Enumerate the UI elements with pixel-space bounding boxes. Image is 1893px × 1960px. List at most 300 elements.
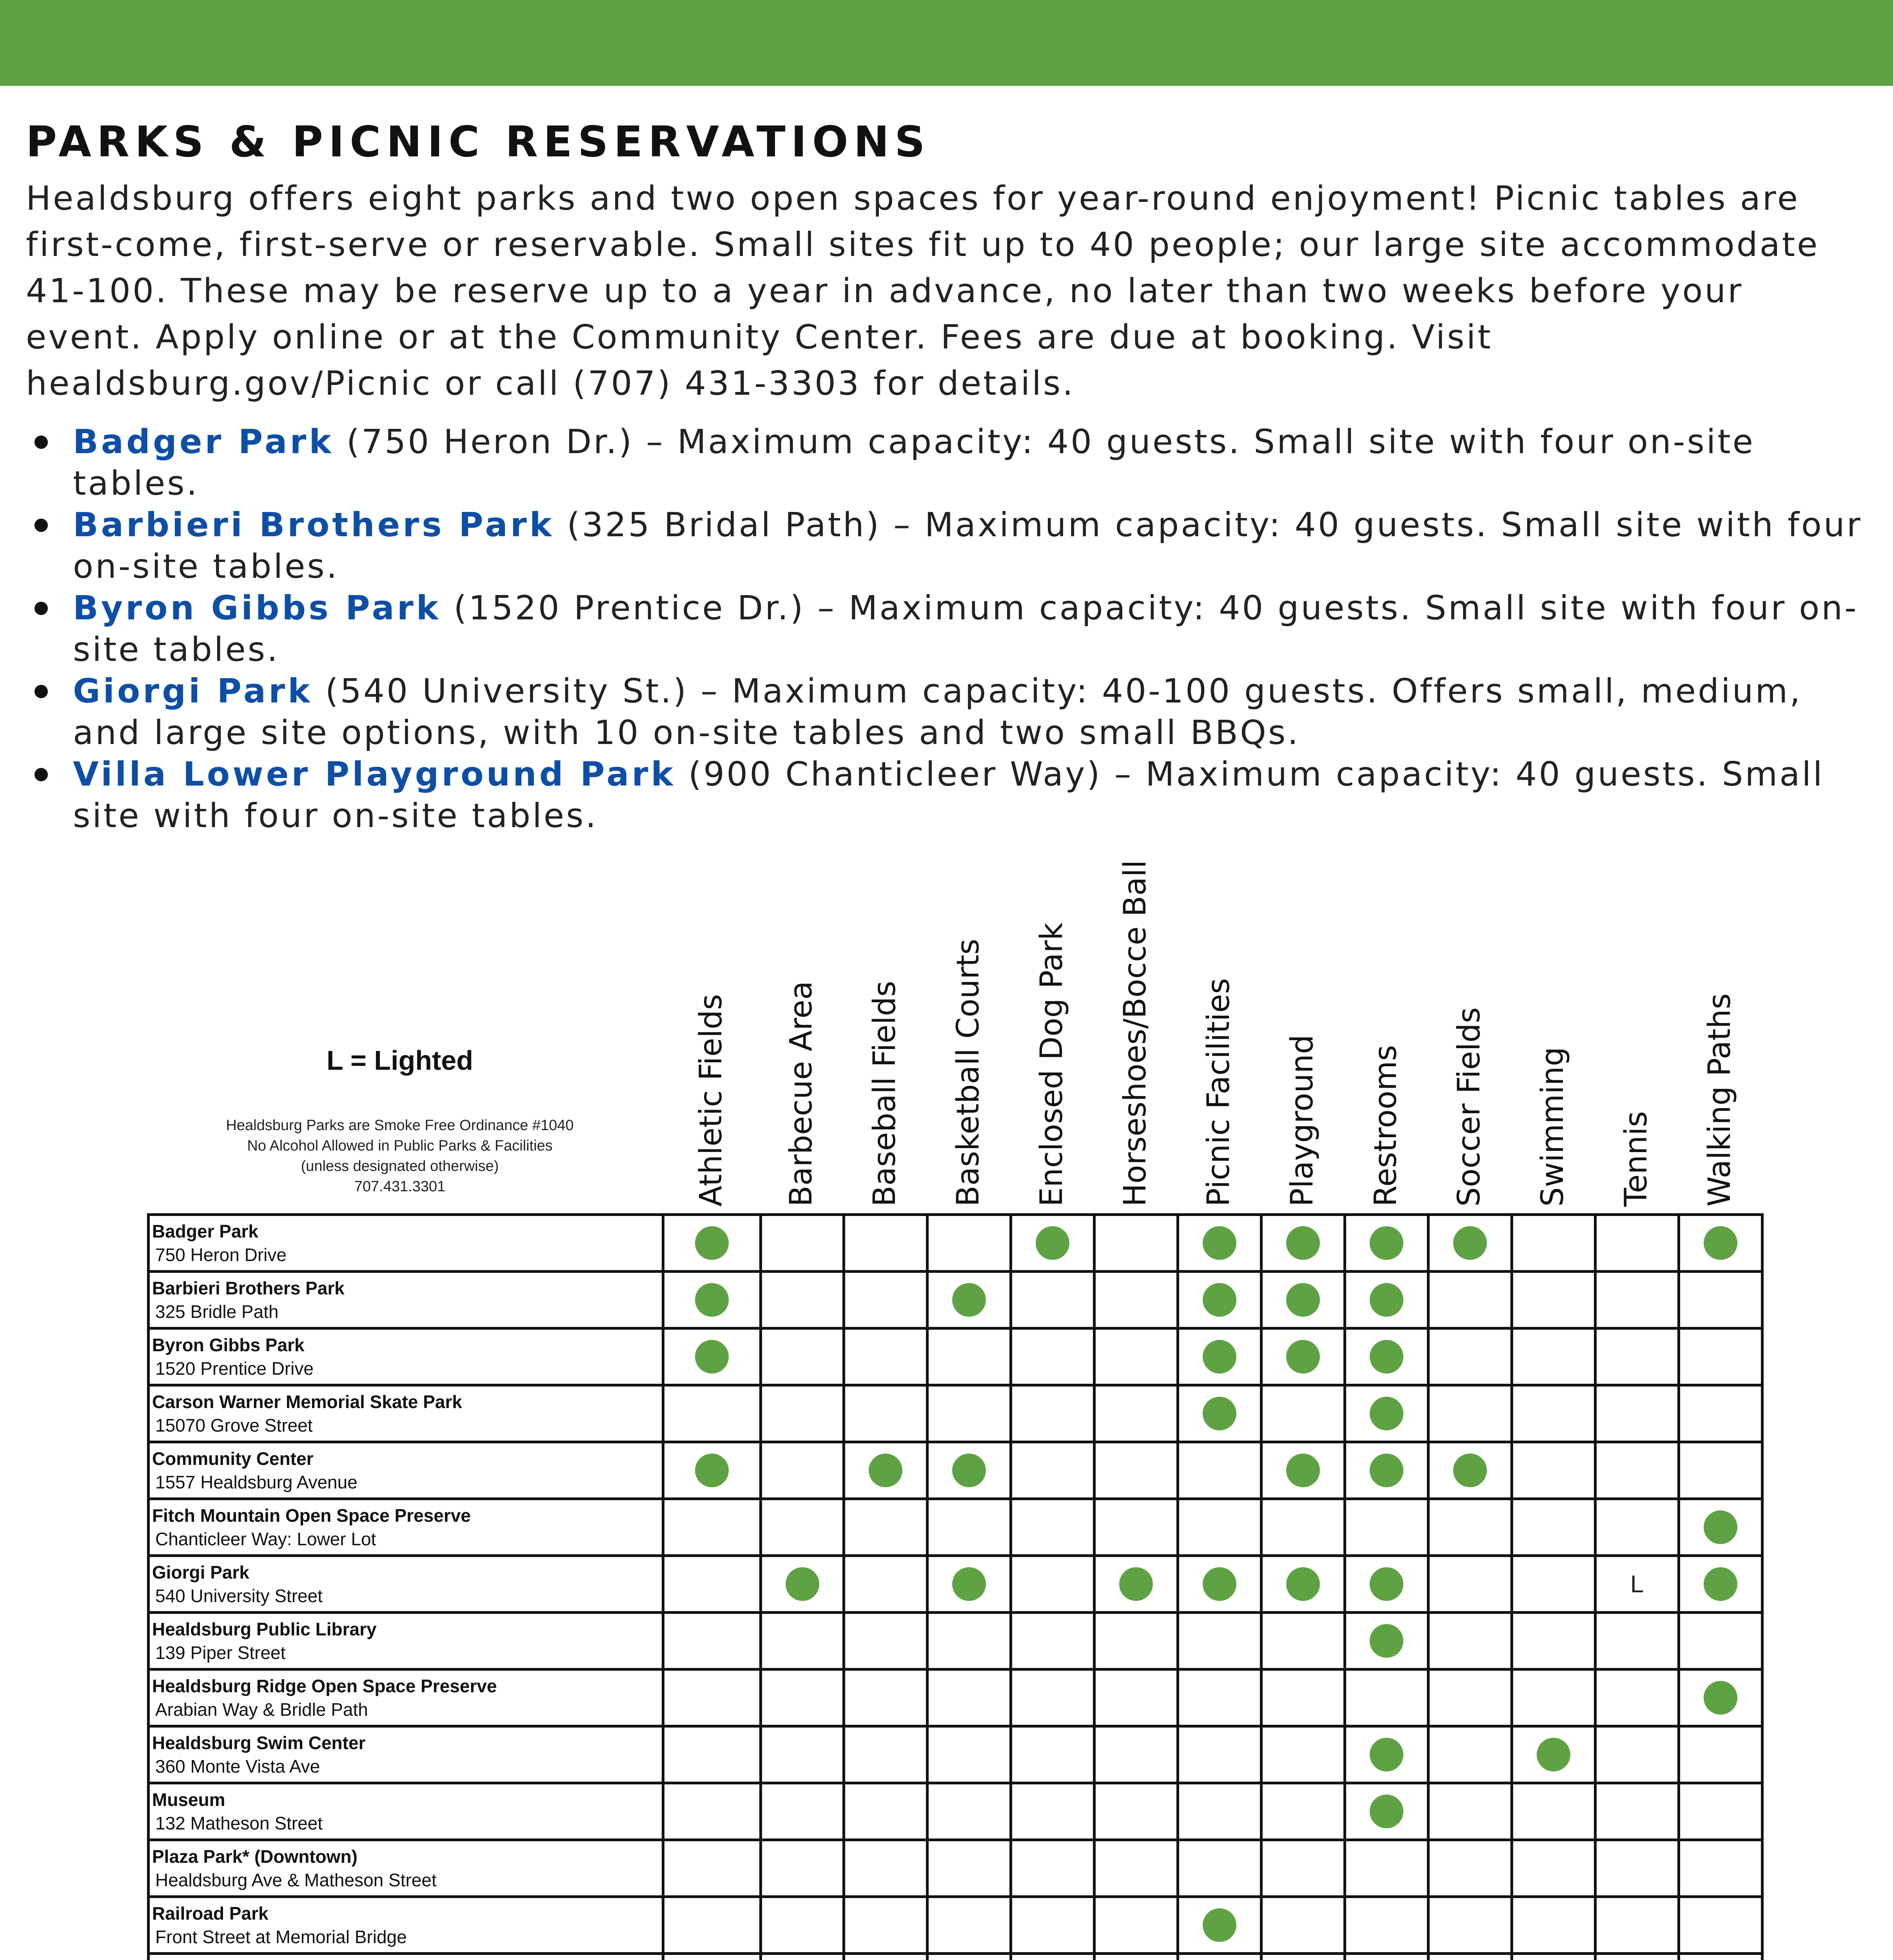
available-dot-icon	[1453, 1226, 1487, 1260]
amenity-cell	[663, 1670, 761, 1726]
amenity-cell	[1011, 1670, 1094, 1726]
amenity-cell	[761, 1670, 844, 1726]
amenity-cell	[844, 1215, 927, 1272]
amenity-cell	[1595, 1556, 1679, 1613]
facility-name: Carson Warner Memorial Skate Park	[152, 1392, 462, 1412]
amenity-cell	[844, 1954, 927, 1960]
facility-name: Community Center	[152, 1448, 314, 1469]
amenity-cell	[1094, 1783, 1178, 1840]
amenity-cell	[844, 1499, 927, 1556]
park-details: (900 Chanticleer Way) – Maximum capacity: 40 guests. Small site with four on-site tables.	[73, 755, 1824, 835]
table-row	[149, 1613, 1762, 1670]
amenity-cell	[1178, 1670, 1261, 1726]
amenity-cell	[761, 1328, 844, 1385]
facility-address: 750 Heron Drive	[155, 1245, 287, 1265]
amenity-cell	[1512, 1385, 1595, 1442]
amenity-cell	[1261, 1954, 1345, 1960]
amenity-cell	[1094, 1613, 1178, 1670]
available-dot-icon	[952, 1454, 986, 1487]
amenity-cell	[844, 1442, 927, 1499]
amenity-cell	[1178, 1840, 1261, 1897]
amenity-cell	[761, 1442, 844, 1499]
amenity-cell	[1011, 1954, 1094, 1960]
amenity-cell	[1428, 1613, 1512, 1670]
amenity-cell	[1261, 1499, 1345, 1556]
amenity-cell	[1345, 1328, 1428, 1385]
facility-name: Badger Park	[152, 1221, 259, 1241]
amenity-cell	[1094, 1726, 1178, 1783]
amenity-cell	[927, 1442, 1011, 1499]
amenity-cell	[1345, 1385, 1428, 1442]
table-row	[149, 1670, 1762, 1726]
available-dot-icon	[1203, 1908, 1236, 1942]
facility-cell	[149, 1840, 663, 1897]
bullet-icon	[34, 436, 48, 449]
amenity-cell	[1428, 1328, 1512, 1385]
amenity-cell	[663, 1328, 761, 1385]
amenity-cell	[1595, 1670, 1679, 1726]
legend-notes	[149, 1115, 651, 1197]
available-dot-icon	[869, 1454, 902, 1487]
amenity-cell	[927, 1726, 1011, 1783]
amenity-cell	[927, 1897, 1011, 1954]
amenity-header: Tennis	[1618, 1111, 1654, 1207]
amenity-cell	[1094, 1385, 1178, 1442]
facility-cell	[149, 1613, 663, 1670]
amenity-cell	[1595, 1954, 1679, 1960]
amenity-cell	[663, 1272, 761, 1328]
facility-name	[152, 1958, 662, 1960]
amenity-cell	[1011, 1385, 1094, 1442]
amenity-cell	[927, 1670, 1011, 1726]
amenity-header: Athletic Fields	[693, 994, 729, 1207]
amenity-cell	[1679, 1726, 1762, 1783]
available-dot-icon	[1370, 1340, 1403, 1374]
amenity-cell	[1011, 1897, 1094, 1954]
amenity-cell	[1679, 1328, 1762, 1385]
amenity-cell	[1261, 1726, 1345, 1783]
amenity-cell	[761, 1613, 844, 1670]
facility-address: 15070 Grove Street	[155, 1415, 313, 1436]
available-dot-icon	[1704, 1567, 1737, 1601]
amenity-header: Enclosed Dog Park	[1034, 922, 1069, 1207]
amenity-cell	[1178, 1783, 1261, 1840]
facility-cell	[149, 1726, 663, 1783]
amenity-cell	[844, 1556, 927, 1613]
available-dot-icon	[695, 1226, 729, 1260]
amenity-cell	[1345, 1272, 1428, 1328]
amenity-cell	[844, 1272, 927, 1328]
amenity-cell	[761, 1726, 844, 1783]
amenity-cell	[1595, 1215, 1679, 1272]
amenity-cell	[761, 1385, 844, 1442]
amenity-cell	[1679, 1670, 1762, 1726]
amenity-cell	[1428, 1215, 1512, 1272]
facility-address: 325 Bridle Path	[155, 1301, 279, 1322]
table-row	[149, 1499, 1762, 1556]
available-dot-icon	[695, 1340, 729, 1374]
available-dot-icon	[1203, 1226, 1236, 1260]
amenity-cell	[1679, 1840, 1762, 1897]
amenity-cell	[1345, 1783, 1428, 1840]
reservable-parks-list	[26, 421, 1868, 837]
amenity-cell	[663, 1783, 761, 1840]
amenity-cell	[1178, 1499, 1261, 1556]
amenity-cell	[761, 1556, 844, 1613]
park-name-link[interactable]: Barbieri Brothers Park	[73, 506, 555, 544]
amenity-cell	[1345, 1613, 1428, 1670]
available-dot-icon	[1370, 1283, 1403, 1317]
amenity-cell	[1094, 1442, 1178, 1499]
amenity-cell	[927, 1840, 1011, 1897]
available-dot-icon	[695, 1454, 729, 1487]
amenity-cell	[927, 1272, 1011, 1328]
amenity-cell	[1512, 1670, 1595, 1726]
amenity-cell	[1679, 1272, 1762, 1328]
amenity-header: Basketball Courts	[950, 938, 986, 1207]
amenity-cell	[1261, 1215, 1345, 1272]
facility-cell	[149, 1556, 663, 1613]
available-dot-icon	[952, 1567, 986, 1601]
available-dot-icon	[1704, 1510, 1737, 1544]
amenity-cell	[1094, 1215, 1178, 1272]
amenity-cell	[1011, 1215, 1094, 1272]
amenity-cell	[1011, 1442, 1094, 1499]
facility-name: Barbieri Brothers Park	[152, 1278, 345, 1298]
amenity-cell	[927, 1954, 1011, 1960]
amenity-cell	[1428, 1670, 1512, 1726]
amenity-cell	[1345, 1556, 1428, 1613]
amenity-cell	[927, 1613, 1011, 1670]
table-row	[149, 1556, 1762, 1613]
amenity-cell	[1261, 1272, 1345, 1328]
amenity-cell	[1428, 1442, 1512, 1499]
amenity-cell	[1595, 1726, 1679, 1783]
amenity-cell	[1595, 1385, 1679, 1442]
amenity-cell	[1261, 1613, 1345, 1670]
available-dot-icon	[1286, 1226, 1320, 1260]
amenity-header: Soccer Fields	[1451, 1007, 1487, 1207]
park-details: (540 University St.) – Maximum capacity: 40-100 guests. Offers small, medium, and large site options, with 10 on-site tables and two small BBQs.	[73, 672, 1802, 752]
facility-name: Giorgi Park	[152, 1562, 249, 1583]
facility-cell	[149, 1385, 663, 1442]
amenity-cell	[844, 1897, 927, 1954]
table-row	[149, 1272, 1762, 1328]
amenity-cell	[1345, 1840, 1428, 1897]
amenity-cell	[761, 1272, 844, 1328]
available-dot-icon	[1119, 1567, 1153, 1601]
amenity-cell	[1094, 1840, 1178, 1897]
amenity-cell	[761, 1499, 844, 1556]
amenity-header: Baseball Fields	[867, 980, 902, 1207]
table-row	[149, 1442, 1762, 1499]
amenity-cell	[1011, 1272, 1094, 1328]
facility-address: 1557 Healdsburg Avenue	[155, 1472, 358, 1492]
available-dot-icon	[1537, 1738, 1570, 1771]
amenity-cell	[663, 1897, 761, 1954]
amenity-cell	[1428, 1385, 1512, 1442]
lighted-mark: L	[1630, 1570, 1644, 1598]
facility-cell	[149, 1783, 663, 1840]
amenity-cell	[1261, 1897, 1345, 1954]
available-dot-icon	[1036, 1226, 1069, 1260]
amenity-cell	[1178, 1897, 1261, 1954]
amenity-cell	[1512, 1726, 1595, 1783]
amenity-cell	[1178, 1215, 1261, 1272]
amenity-cell	[663, 1613, 761, 1670]
facility-address: Chanticleer Way: Lower Lot	[155, 1529, 376, 1549]
amenity-cell	[1261, 1783, 1345, 1840]
amenity-header: Restrooms	[1368, 1045, 1403, 1207]
amenity-cell	[1345, 1897, 1428, 1954]
amenity-cell	[1094, 1272, 1178, 1328]
table-row	[149, 1840, 1762, 1897]
amenity-cell	[1512, 1215, 1595, 1272]
amenity-cell	[1428, 1840, 1512, 1897]
amenity-cell	[1428, 1954, 1512, 1960]
amenity-cell	[1679, 1442, 1762, 1499]
available-dot-icon	[1370, 1738, 1403, 1771]
amenity-cell	[1679, 1499, 1762, 1556]
amenity-cell	[1345, 1442, 1428, 1499]
amenity-cell	[1679, 1954, 1762, 1960]
park-details: (750 Heron Dr.) – Maximum capacity: 40 guests. Small site with four on-site tables.	[73, 423, 1755, 503]
amenity-cell	[927, 1215, 1011, 1272]
amenity-cell	[1094, 1328, 1178, 1385]
top-green-band	[0, 0, 1893, 86]
amenity-cell	[1178, 1556, 1261, 1613]
amenity-cell	[1011, 1840, 1094, 1897]
bullet-icon	[34, 685, 48, 698]
amenity-cell	[1011, 1499, 1094, 1556]
amenity-header: Horseshoes/Bocce Ball	[1117, 860, 1153, 1207]
amenity-cell	[761, 1783, 844, 1840]
facility-cell	[149, 1954, 663, 1960]
available-dot-icon	[1370, 1795, 1403, 1828]
park-details: (1520 Prentice Dr.) – Maximum capacity: 40 guests. Small site with four on-site tables.	[73, 589, 1859, 669]
amenity-cell	[844, 1385, 927, 1442]
available-dot-icon	[1203, 1340, 1236, 1374]
amenity-cell	[1345, 1726, 1428, 1783]
amenity-cell	[1595, 1613, 1679, 1670]
available-dot-icon	[1203, 1283, 1236, 1317]
amenity-cell	[1178, 1954, 1261, 1960]
facility-name: Healdsburg Ridge Open Space Preserve	[152, 1676, 497, 1696]
available-dot-icon	[695, 1283, 729, 1317]
legend	[149, 1043, 651, 1197]
available-dot-icon	[1286, 1283, 1320, 1317]
amenity-cell	[1011, 1726, 1094, 1783]
park-name-link[interactable]: Giorgi Park	[73, 672, 313, 711]
available-dot-icon	[1704, 1681, 1737, 1715]
amenity-cell	[1595, 1328, 1679, 1385]
amenity-header: Barbecue Area	[784, 981, 819, 1207]
amenity-cell	[1261, 1670, 1345, 1726]
facility-address: Healdsburg Ave & Matheson Street	[155, 1870, 437, 1890]
designation-note: (unless designated otherwise)	[301, 1158, 499, 1174]
amenity-cell	[844, 1670, 927, 1726]
facility-address: 540 University Street	[155, 1586, 323, 1606]
amenity-cell	[1094, 1499, 1178, 1556]
amenity-cell	[1178, 1385, 1261, 1442]
facility-address: Arabian Way & Bridle Path	[155, 1699, 368, 1720]
amenity-cell	[927, 1499, 1011, 1556]
amenity-cell	[844, 1840, 927, 1897]
amenity-cell	[1011, 1328, 1094, 1385]
intro-paragraph: Healdsburg offers eight parks and two open spaces for year-round enjoyment! Picnic tables are first-come, first-serve or reservable. Small sites fit up to 40 people; our large site accommodate 41-100. These may be reserve up to a year in advance, no later than two weeks before your event. Apply online or at the Community Center. Fees are due at booking. Visit healdsburg.gov/Picnic or call (707) 431-3303 for details.	[26, 179, 1820, 403]
amenity-cell	[1345, 1499, 1428, 1556]
facility-cell	[149, 1272, 663, 1328]
table-row	[149, 1954, 1762, 1960]
bullet-icon	[34, 519, 48, 532]
amenity-header: Playground	[1284, 1034, 1320, 1207]
amenity-cell	[844, 1328, 927, 1385]
facility-cell	[149, 1328, 663, 1385]
facility-name: Museum	[152, 1789, 225, 1810]
list-item	[26, 505, 1868, 588]
amenity-cell	[1512, 1840, 1595, 1897]
available-dot-icon	[1453, 1454, 1487, 1487]
facility-name: Healdsburg Public Library	[152, 1619, 377, 1639]
amenity-cell	[844, 1783, 927, 1840]
amenity-cell	[927, 1385, 1011, 1442]
amenity-cell	[1512, 1328, 1595, 1385]
amenity-cell	[1261, 1556, 1345, 1613]
facility-cell	[149, 1897, 663, 1954]
amenity-cell	[1178, 1272, 1261, 1328]
no-alcohol-note: No Alcohol Allowed in Public Parks & Facilities	[247, 1138, 553, 1154]
amenity-cell	[663, 1840, 761, 1897]
amenity-cell	[1595, 1783, 1679, 1840]
table-row	[149, 1328, 1762, 1385]
amenity-cell	[1512, 1783, 1595, 1840]
amenity-cell	[1512, 1556, 1595, 1613]
amenity-cell	[1679, 1385, 1762, 1442]
facility-name: Byron Gibbs Park	[152, 1335, 305, 1355]
amenity-cell	[663, 1954, 761, 1960]
amenity-cell	[761, 1897, 844, 1954]
amenity-cell	[1595, 1442, 1679, 1499]
park-name-link[interactable]: Badger Park	[73, 423, 334, 461]
phone-note: 707.431.3301	[354, 1178, 446, 1195]
amenity-cell	[1428, 1897, 1512, 1954]
available-dot-icon	[1370, 1567, 1403, 1601]
amenity-cell	[1428, 1272, 1512, 1328]
amenity-cell	[927, 1328, 1011, 1385]
amenity-cell	[1595, 1840, 1679, 1897]
available-dot-icon	[1370, 1454, 1403, 1487]
amenity-cell	[1178, 1328, 1261, 1385]
amenity-cell	[663, 1726, 761, 1783]
amenity-cell	[1345, 1954, 1428, 1960]
amenity-cell	[663, 1499, 761, 1556]
smoke-free-note: Healdsburg Parks are Smoke Free Ordinance #1040	[226, 1117, 574, 1134]
amenity-cell	[1011, 1613, 1094, 1670]
facility-cell	[149, 1442, 663, 1499]
list-item	[26, 421, 1868, 505]
facility-name: Plaza Park* (Downtown)	[152, 1846, 358, 1867]
facility-cell	[149, 1499, 663, 1556]
amenity-cell	[663, 1215, 761, 1272]
amenity-header: Walking Paths	[1702, 993, 1737, 1207]
amenity-cell	[844, 1726, 927, 1783]
amenity-cell	[1178, 1442, 1261, 1499]
available-dot-icon	[1370, 1226, 1403, 1260]
table-row	[149, 1215, 1762, 1272]
available-dot-icon	[1704, 1226, 1737, 1260]
amenity-cell	[1428, 1499, 1512, 1556]
amenity-cell	[1679, 1783, 1762, 1840]
amenity-cell	[1595, 1897, 1679, 1954]
amenity-cell	[1428, 1556, 1512, 1613]
amenity-cell	[761, 1954, 844, 1960]
amenity-cell	[1261, 1442, 1345, 1499]
available-dot-icon	[1203, 1397, 1236, 1430]
facility-name: Railroad Park	[152, 1903, 269, 1924]
amenity-cell	[1595, 1272, 1679, 1328]
amenity-cell	[1512, 1613, 1595, 1670]
amenity-cell	[1011, 1783, 1094, 1840]
amenity-cell	[1178, 1726, 1261, 1783]
amenity-cell	[663, 1442, 761, 1499]
amenity-cell	[927, 1556, 1011, 1613]
park-name-link[interactable]: Villa Lower Playground Park	[73, 755, 676, 794]
amenity-cell	[1512, 1272, 1595, 1328]
amenity-cell	[761, 1215, 844, 1272]
facility-address: 132 Matheson Street	[155, 1813, 323, 1833]
page-title: PARKS & PICNIC RESERVATIONS	[26, 118, 931, 167]
available-dot-icon	[952, 1283, 986, 1317]
list-item	[26, 671, 1868, 754]
amenity-cell	[761, 1840, 844, 1897]
available-dot-icon	[1203, 1567, 1236, 1601]
amenity-header: Swimming	[1535, 1047, 1570, 1207]
amenity-cell	[1512, 1897, 1595, 1954]
amenity-cell	[1094, 1897, 1178, 1954]
facility-cell	[149, 1670, 663, 1726]
amenity-cell	[1679, 1897, 1762, 1954]
bullet-icon	[34, 768, 48, 781]
available-dot-icon	[1286, 1340, 1320, 1374]
facility-address: 360 Monte Vista Ave	[155, 1756, 320, 1777]
amenity-cell	[1512, 1442, 1595, 1499]
amenity-cell	[1679, 1215, 1762, 1272]
amenity-header: Picnic Facilities	[1201, 978, 1236, 1207]
lighted-legend: L = Lighted	[327, 1045, 473, 1076]
facility-name: Healdsburg Swim Center	[152, 1733, 366, 1753]
amenity-cell	[927, 1783, 1011, 1840]
available-dot-icon	[786, 1567, 819, 1601]
park-name-link[interactable]: Byron Gibbs Park	[73, 589, 441, 628]
available-dot-icon	[1286, 1567, 1320, 1601]
amenity-cell	[1679, 1556, 1762, 1613]
amenity-cell	[1595, 1499, 1679, 1556]
amenity-cell	[663, 1385, 761, 1442]
amenity-cell	[1512, 1499, 1595, 1556]
amenity-cell	[1094, 1556, 1178, 1613]
list-item	[26, 588, 1868, 671]
table-row	[149, 1783, 1762, 1840]
amenity-cell	[1428, 1726, 1512, 1783]
amenity-cell	[663, 1556, 761, 1613]
park-details: (325 Bridal Path) – Maximum capacity: 40 guests. Small site with four on-site tables.	[73, 506, 1862, 586]
amenity-cell	[1512, 1954, 1595, 1960]
amenity-cell	[1011, 1556, 1094, 1613]
amenity-cell	[1261, 1385, 1345, 1442]
facility-address: 139 Piper Street	[155, 1642, 286, 1663]
amenity-cell	[1261, 1328, 1345, 1385]
amenity-cell	[1178, 1613, 1261, 1670]
